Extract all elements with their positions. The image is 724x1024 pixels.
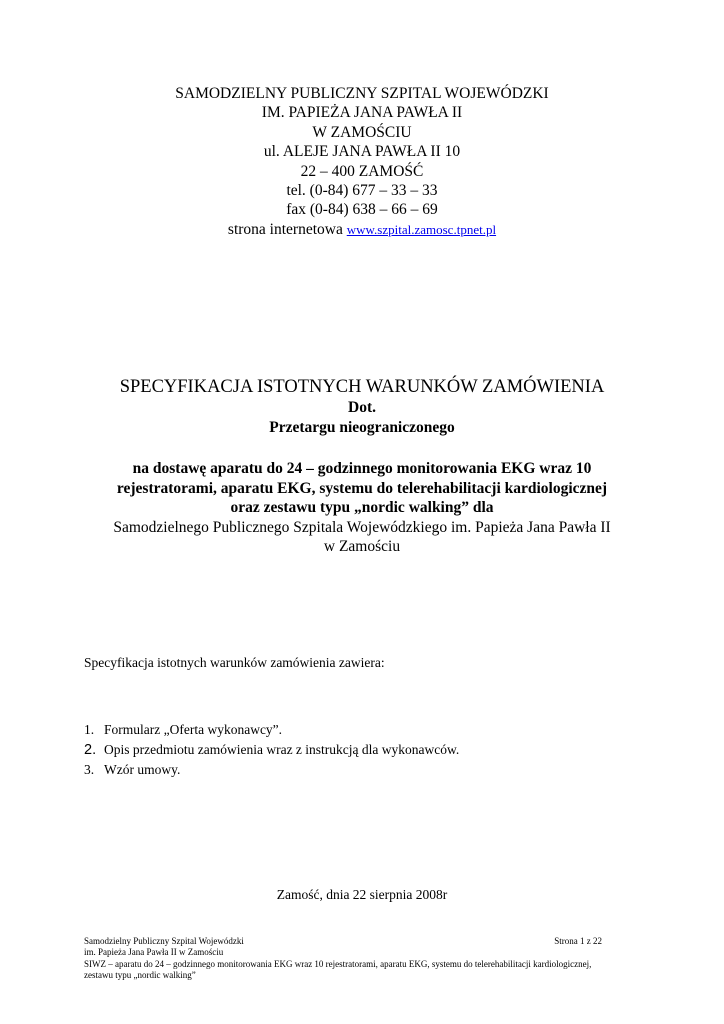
footer-line-2: im. Papieża Jana Pawła II w Zamościu — [84, 947, 224, 958]
list-item — [84, 740, 459, 760]
website-label: strona internetowa — [227, 220, 343, 238]
header-line-fax: fax (0-84) 638 – 66 – 69 — [286, 201, 438, 219]
tender-type: Przetargu nieograniczonego — [269, 418, 455, 436]
contents-label: Specyfikacja istotnych warunków zamówienia zawiera: — [84, 655, 385, 670]
list-item-text: Wzór umowy. — [104, 762, 181, 777]
page-footer — [84, 936, 644, 982]
list-item-number: 3. — [84, 762, 95, 777]
footer-line-3: SIWZ – aparatu do 24 – godzinnego monitorowania EKG wraz 10 rejestratorami, aparatu EKG, systemu do telerehabilitacji kardiologicznej, — [84, 958, 592, 969]
list-item — [84, 720, 459, 740]
document-title — [0, 376, 724, 437]
subject-line-5: w Zamościu — [323, 538, 401, 555]
header-line-patron: IM. PAPIEŻA JANA PAWŁA II — [261, 104, 463, 122]
subject-line-3: oraz zestawu typu „nordic walking” dla — [230, 499, 494, 516]
page-number: Strona 1 z 22 — [554, 936, 602, 946]
website-link[interactable]: www.szpital.zamosc.tpnet.pl — [346, 221, 497, 237]
header-line-street: ul. ALEJE JANA PAWŁA II 10 — [263, 143, 461, 161]
title-dot: Dot. — [348, 399, 376, 416]
footer-line-4: zestawu typu „nordic walking” — [84, 970, 196, 981]
list-item — [84, 760, 459, 780]
tender-subject — [40, 459, 684, 557]
contents-list — [84, 720, 459, 780]
header-line-phone: tel. (0-84) 677 – 33 – 33 — [286, 182, 438, 200]
footer-first-row — [84, 936, 644, 947]
header-line-city: W ZAMOŚCIU — [312, 123, 412, 141]
header-line-website — [0, 220, 724, 239]
list-item-text: Formularz „Oferta wykonawcy”. — [104, 722, 283, 737]
header-line-postcode: 22 – 400 ZAMOŚĆ — [300, 162, 424, 180]
list-item-text: Opis przedmiotu zamówienia wraz z instrukcją dla wykonawców. — [104, 742, 460, 757]
list-item-number: 1. — [84, 722, 95, 737]
hospital-header — [0, 84, 724, 239]
subject-line-4: Samodzielnego Publicznego Szpitala Wojewódzkiego im. Papieża Jana Pawła II — [113, 518, 611, 536]
page-title: SPECYFIKACJA ISTOTNYCH WARUNKÓW ZAMÓWIENIA — [119, 377, 605, 397]
document-date: Zamość, dnia 22 sierpnia 2008r — [276, 887, 448, 902]
subject-line-1: na dostawę aparatu do 24 – godzinnego monitorowania EKG wraz 10 — [132, 460, 592, 477]
footer-line-1: Samodzielny Publiczny Szpital Wojewódzki — [84, 936, 244, 946]
list-item-number: 2. — [84, 742, 97, 758]
header-line-name: SAMODZIELNY PUBLICZNY SZPITAL WOJEWÓDZKI — [175, 85, 549, 102]
subject-line-2: rejestratorami, aparatu EKG, systemu do telerehabilitacji kardiologicznej — [116, 479, 608, 497]
